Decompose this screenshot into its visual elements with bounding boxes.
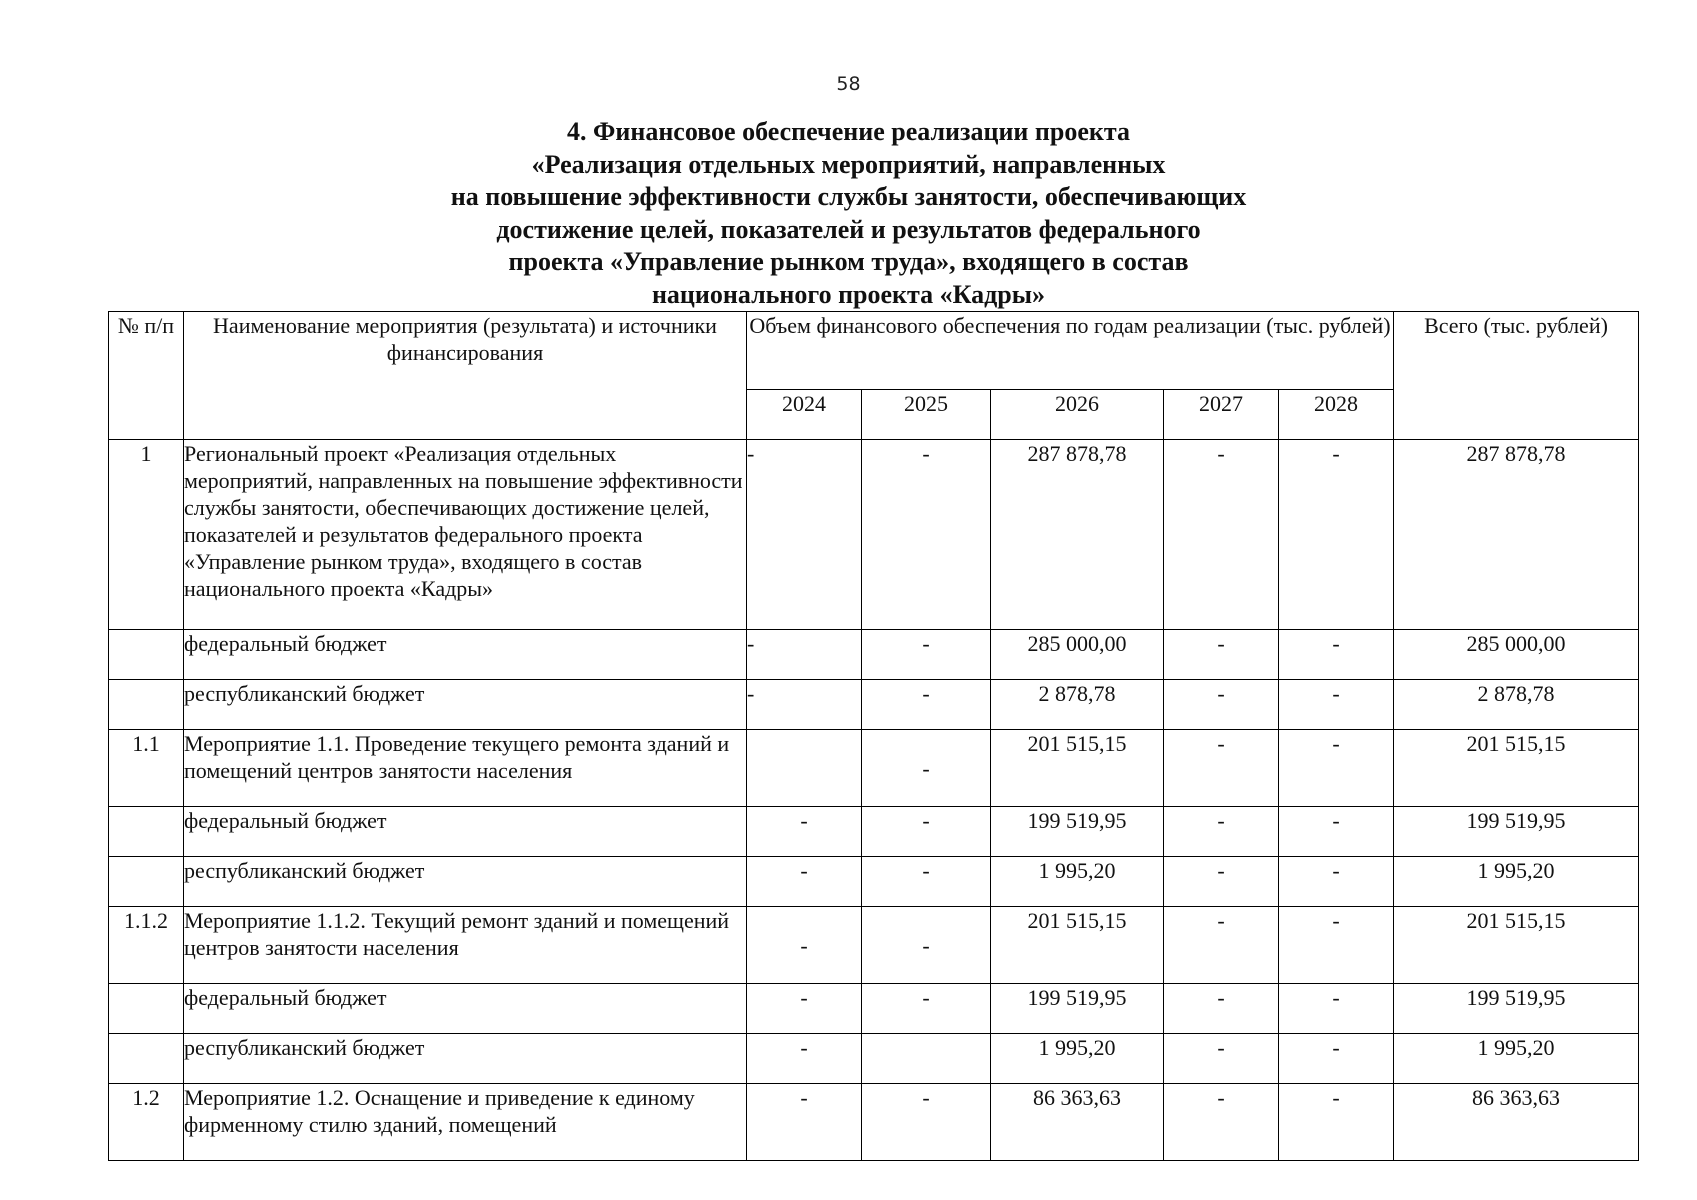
title-line: достижение целей, показателей и результатов федерального — [496, 214, 1201, 244]
cell-2027: - — [1164, 1034, 1279, 1084]
table-header — [109, 312, 1639, 440]
row-name: республиканский бюджет — [184, 680, 747, 730]
cell-2024: - — [747, 680, 862, 730]
table-row — [109, 807, 1639, 857]
title-line: национального проекта «Кадры» — [651, 279, 1046, 309]
cell-total: 201 515,15 — [1394, 730, 1639, 807]
row-name: федеральный бюджет — [184, 984, 747, 1034]
table-row — [109, 730, 1639, 807]
cell-2025: - — [862, 680, 991, 730]
cell-2027: - — [1164, 680, 1279, 730]
header-num: № п/п — [109, 312, 184, 440]
table-row — [109, 630, 1639, 680]
cell-2028: - — [1279, 857, 1394, 907]
table-row — [109, 680, 1639, 730]
cell-2025: - — [862, 807, 991, 857]
cell-2026: 1 995,20 — [991, 857, 1164, 907]
cell-total: 1 995,20 — [1394, 857, 1639, 907]
row-num: 1.1.2 — [109, 907, 184, 984]
cell-2026: 201 515,15 — [991, 907, 1164, 984]
title-line: проекта «Управление рынком труда», входящего в состав — [508, 247, 1189, 276]
cell-total: 199 519,95 — [1394, 807, 1639, 857]
cell-2026: 2 878,78 — [991, 680, 1164, 730]
financing-table — [108, 311, 1639, 1161]
row-num: 1 — [109, 440, 184, 630]
cell-2026: 201 515,15 — [991, 730, 1164, 807]
table-row — [109, 1034, 1639, 1084]
row-num — [109, 1034, 184, 1084]
row-num — [109, 857, 184, 907]
cell-2027: - — [1164, 1084, 1279, 1161]
cell-2027: - — [1164, 807, 1279, 857]
cell-total: 199 519,95 — [1394, 984, 1639, 1034]
header-year-2027: 2027 — [1164, 390, 1279, 440]
row-num — [109, 680, 184, 730]
cell-2026: 1 995,20 — [991, 1034, 1164, 1084]
header-year-2028: 2028 — [1279, 390, 1394, 440]
cell-total: 201 515,15 — [1394, 907, 1639, 984]
cell-2028: - — [1279, 984, 1394, 1034]
title-line: на повышение эффективности службы занятости, обеспечивающих — [450, 182, 1247, 211]
row-num — [109, 984, 184, 1034]
cell-2028: - — [1279, 1034, 1394, 1084]
row-name: Мероприятие 1.1. Проведение текущего ремонта зданий и помещений центров занятости населения — [184, 730, 747, 807]
cell-total: 86 363,63 — [1394, 1084, 1639, 1161]
table-row — [109, 984, 1639, 1034]
cell-2024: - — [747, 630, 862, 680]
table-body — [109, 440, 1639, 1161]
header-name: Наименование мероприятия (результата) и источники финансирования — [184, 312, 747, 440]
row-name: Региональный проект «Реализация отдельных мероприятий, направленных на повышение эффективности службы занятости, обеспечивающих достижение целей, показателей и результатов федерального проекта «Управление рынком труда», входящего в состав национального проекта «Кадры» — [184, 440, 747, 630]
table-row — [109, 1084, 1639, 1161]
cell-2028: - — [1279, 807, 1394, 857]
row-name: Мероприятие 1.1.2. Текущий ремонт зданий и помещений центров занятости населения — [184, 907, 747, 984]
cell-2024: - — [747, 1084, 862, 1161]
title-line: 4. Финансовое обеспечение реализации проекта — [567, 117, 1130, 146]
cell-2028: - — [1279, 907, 1394, 984]
cell-total: 2 878,78 — [1394, 680, 1639, 730]
cell-2028: - — [1279, 730, 1394, 807]
cell-2026: 285 000,00 — [991, 630, 1164, 680]
title-line: «Реализация отдельных мероприятий, направленных — [531, 149, 1166, 179]
cell-2027: - — [1164, 984, 1279, 1034]
cell-2025: - — [862, 984, 991, 1034]
cell-total: 285 000,00 — [1394, 630, 1639, 680]
cell-2027: - — [1164, 440, 1279, 630]
row-num: 1.1 — [109, 730, 184, 807]
cell-2025 — [862, 1034, 991, 1084]
row-num: 1.2 — [109, 1084, 184, 1161]
cell-total: 1 995,20 — [1394, 1034, 1639, 1084]
cell-2024: - — [747, 1034, 862, 1084]
header-year-2025: 2025 — [862, 390, 991, 440]
cell-2027: - — [1164, 907, 1279, 984]
table-row — [109, 857, 1639, 907]
cell-2028: - — [1279, 630, 1394, 680]
cell-2024: - — [747, 807, 862, 857]
cell-2028: - — [1279, 1084, 1394, 1161]
cell-2027: - — [1164, 630, 1279, 680]
row-num — [109, 807, 184, 857]
page-number: 58 — [836, 73, 861, 95]
cell-2025: - — [862, 630, 991, 680]
header-year-2026: 2026 — [991, 390, 1164, 440]
row-num — [109, 630, 184, 680]
cell-2028: - — [1279, 680, 1394, 730]
cell-2024: - — [747, 857, 862, 907]
cell-2024 — [747, 730, 862, 807]
table-row — [109, 440, 1639, 630]
cell-2026: 199 519,95 — [991, 807, 1164, 857]
cell-2025: - — [862, 440, 991, 630]
header-funding: Объем финансового обеспечения по годам реализации (тыс. рублей) — [747, 312, 1394, 390]
cell-2028: - — [1279, 440, 1394, 630]
row-name: республиканский бюджет — [184, 857, 747, 907]
row-name: федеральный бюджет — [184, 630, 747, 680]
header-total: Всего (тыс. рублей) — [1394, 312, 1639, 440]
cell-2027: - — [1164, 857, 1279, 907]
cell-2026: 287 878,78 — [991, 440, 1164, 630]
row-name: федеральный бюджет — [184, 807, 747, 857]
cell-2026: 199 519,95 — [991, 984, 1164, 1034]
row-name: республиканский бюджет — [184, 1034, 747, 1084]
table-row — [109, 907, 1639, 984]
document-title — [250, 116, 1447, 311]
cell-2026: 86 363,63 — [991, 1084, 1164, 1161]
cell-2024: - — [747, 984, 862, 1034]
cell-2024: - — [747, 440, 862, 630]
cell-2027: - — [1164, 730, 1279, 807]
header-year-2024: 2024 — [747, 390, 862, 440]
cell-2025: - — [862, 857, 991, 907]
cell-2025: - — [862, 907, 991, 984]
cell-total: 287 878,78 — [1394, 440, 1639, 630]
cell-2025: - — [862, 730, 991, 807]
cell-2024: - — [747, 907, 862, 984]
row-name: Мероприятие 1.2. Оснащение и приведение к единому фирменному стилю зданий, помещений — [184, 1084, 747, 1161]
cell-2025: - — [862, 1084, 991, 1161]
